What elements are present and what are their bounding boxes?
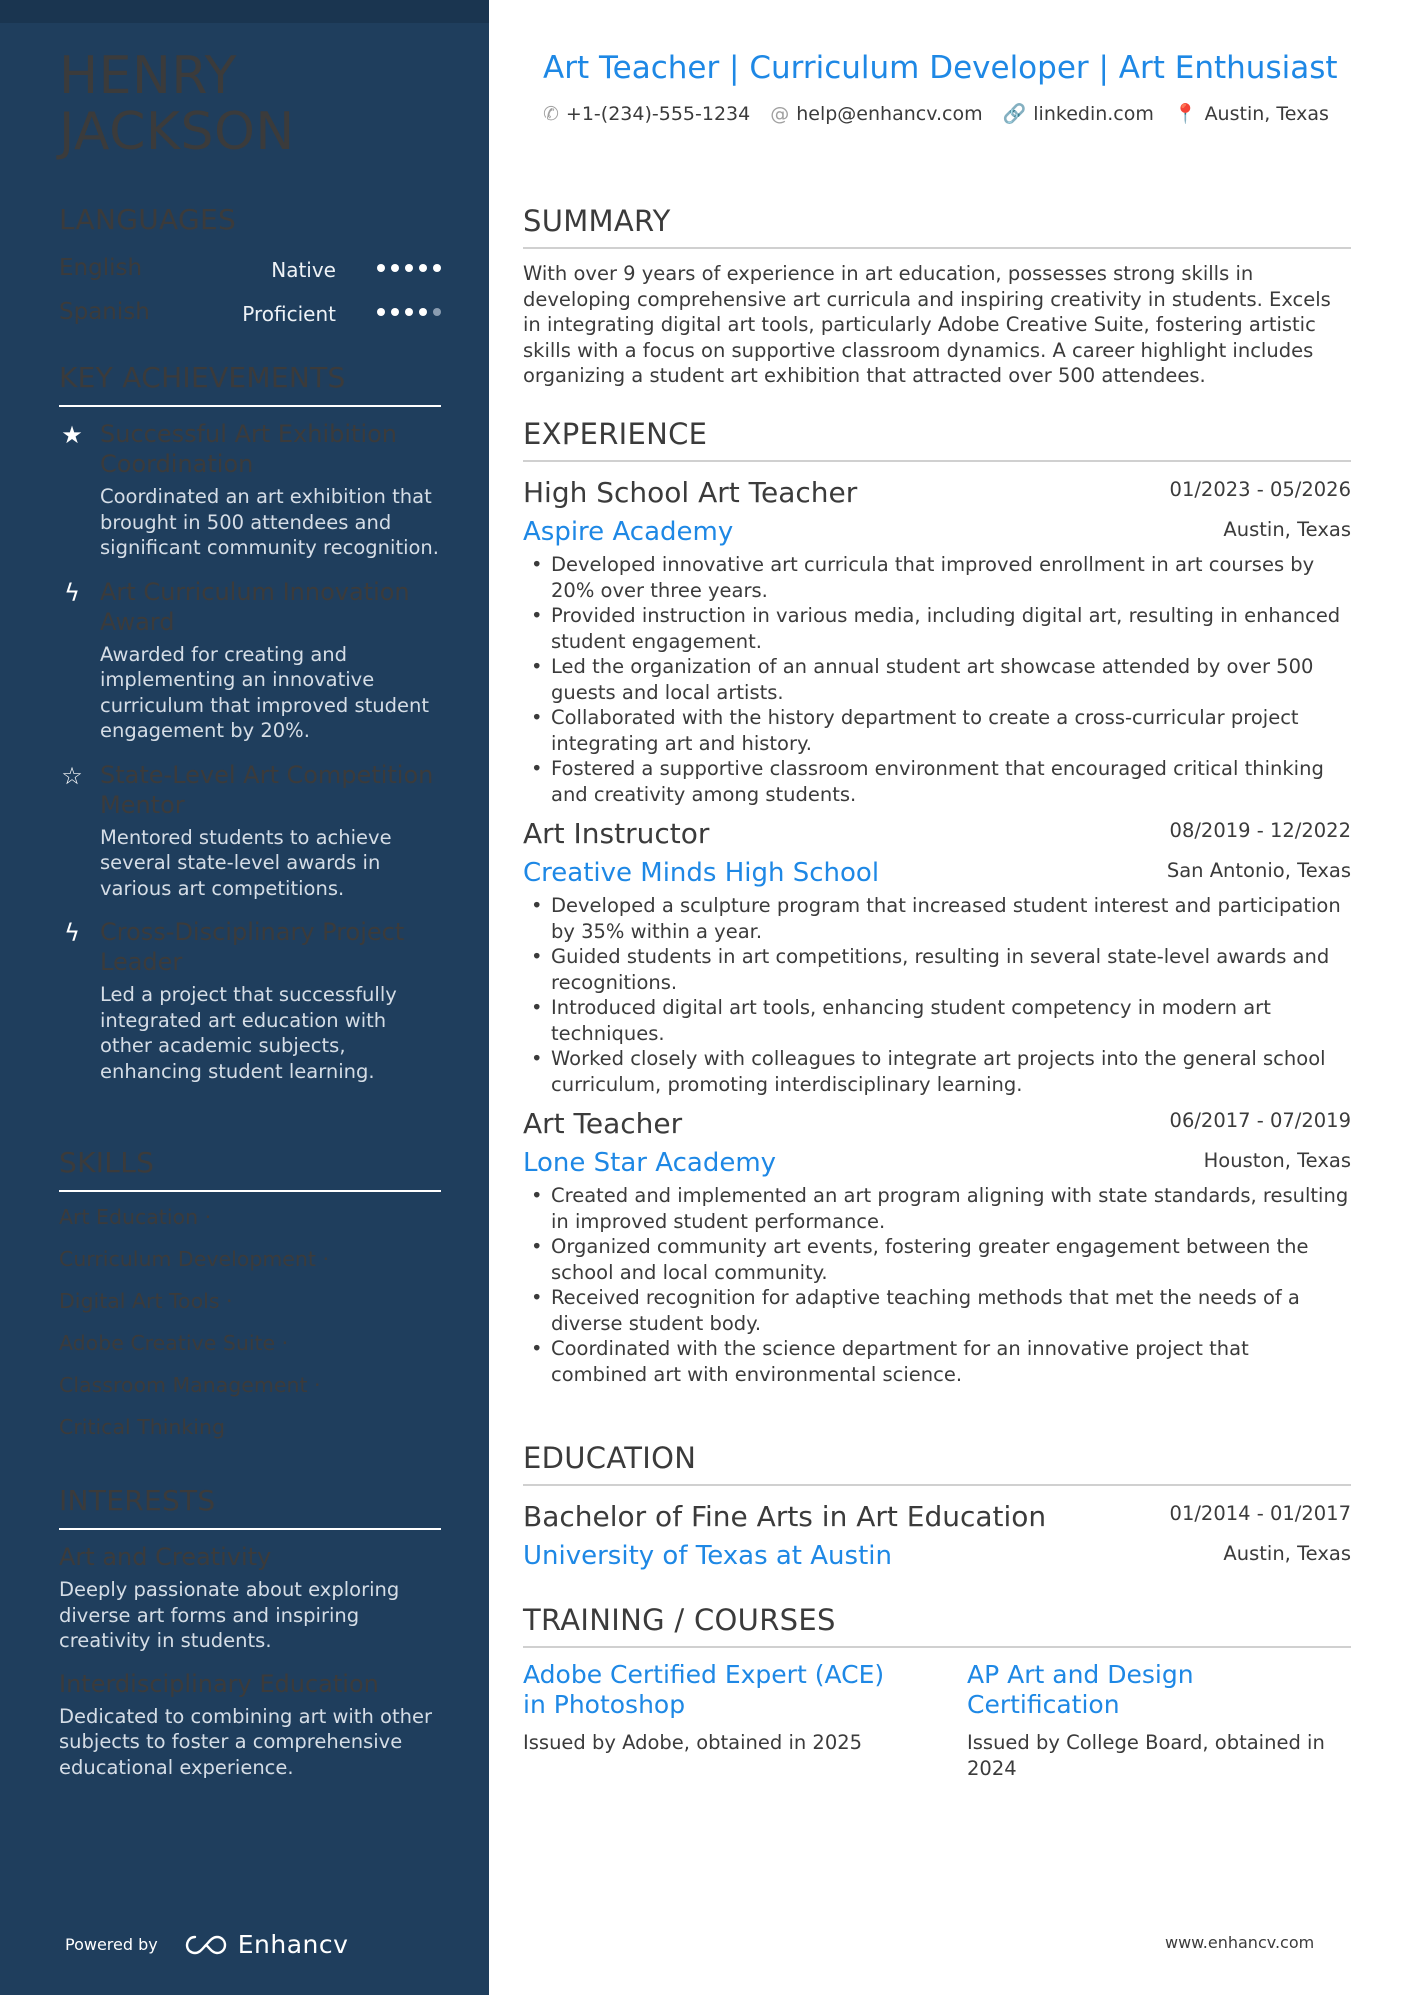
languages-title: LANGUAGES <box>59 203 237 236</box>
powered-by-label: Powered by <box>65 1935 158 1954</box>
job-company-row <box>523 857 1351 893</box>
achievements-title: KEY ACHIEVEMENTS <box>59 361 441 407</box>
headline: Art Teacher | Curriculum Developer | Art Enthusiast <box>543 50 1338 86</box>
skill-item: Critical Thinking <box>59 1415 225 1439</box>
rating-dot <box>419 264 427 272</box>
contact-text: linkedin.com <box>1033 102 1154 125</box>
contact-text: help@enhancv.com <box>796 102 983 125</box>
job-bullets <box>523 893 1351 1097</box>
rating-dot <box>391 308 399 316</box>
rating-dot <box>419 308 427 316</box>
phone-icon: ✆ <box>543 102 559 125</box>
skills-section <box>59 1146 441 1456</box>
skills-title: SKILLS <box>59 1146 441 1192</box>
sidebar-top-band <box>0 0 489 23</box>
job-location: San Antonio, Texas <box>1166 859 1351 882</box>
interest-title: Interdisciplinary Education <box>59 1669 379 1698</box>
job-entry <box>523 815 1351 1097</box>
job-bullets <box>523 552 1351 807</box>
interest-description: Deeply passionate about exploring diverse art forms and inspiring creativity in students. <box>59 1578 400 1652</box>
skill-item: Classroom Management · <box>59 1373 321 1397</box>
link-icon: 🔗 <box>1002 103 1027 125</box>
rating-dot <box>433 308 441 316</box>
achievement-title: Successful Art Exhibition Coordination <box>100 420 398 478</box>
school-name: University of Texas at Austin <box>523 1541 892 1571</box>
education-location: Austin, Texas <box>1223 1542 1351 1565</box>
footer-url[interactable]: www.enhancv.com <box>1165 1933 1315 1952</box>
training-title: TRAINING / COURSES <box>523 1602 1351 1648</box>
contact-bar <box>543 102 1329 125</box>
skill-item: Curriculum Development · <box>59 1247 329 1271</box>
achievement-item <box>59 760 441 902</box>
enhancv-brand-text: Enhancv <box>237 1930 349 1959</box>
education-mid <box>523 1540 1351 1576</box>
job-bullet: • Introduced digital art tools, enhancing student competency in modern art techniques. <box>551 995 1351 1046</box>
achievement-description: Mentored students to achieve several state-level awards in various art competitions. <box>100 825 392 900</box>
experience-section <box>523 416 1351 1395</box>
star-outline-icon: ☆ <box>61 761 83 790</box>
contact-text: Austin, Texas <box>1204 102 1329 125</box>
job-dates: 01/2023 - 05/2026 <box>1169 478 1351 501</box>
summary-section <box>523 203 1351 389</box>
achievements-section <box>59 361 441 1100</box>
achievement-description: Led a project that successfully integrated art education with other academic subjects, enhancing student learning. <box>100 983 397 1083</box>
job-location: Austin, Texas <box>1223 518 1351 541</box>
course-description: Issued by College Board, obtained in 2024 <box>967 1731 1325 1780</box>
summary-text: With over 9 years of experience in art education, possesses strong skills in developing comprehensive art curricula and inspiring creativity in students. Excels in integrating digital art tools, particularly Adobe Creative Suite, fostering artistic skills with a focus on supportive classroom dynamics. A career highlight includes organizing a student art exhibition that attracted over 500 attendees. <box>523 262 1331 387</box>
name-line-2: JACKSON <box>59 102 295 162</box>
job-entry <box>523 1105 1351 1387</box>
language-item <box>59 297 441 341</box>
interests-title: INTERESTS <box>59 1484 441 1530</box>
contact-item[interactable] <box>770 102 982 125</box>
language-rating <box>377 297 441 316</box>
achievement-description: Awarded for creating and implementing an innovative curriculum that improved student engagement by 20%. <box>100 642 430 742</box>
job-bullet: • Fostered a supportive classroom environment that encouraged critical thinking and creativity among students. <box>551 756 1351 807</box>
powered-by <box>65 1930 348 1959</box>
skill-item: Art Education · <box>59 1205 212 1229</box>
achievement-title: Art Curriculum Innovation Award <box>100 577 410 636</box>
contact-item[interactable] <box>1003 102 1154 125</box>
enhancv-logo[interactable] <box>184 1930 349 1959</box>
enhancv-logo-icon <box>184 1934 228 1956</box>
company-name: Lone Star Academy <box>523 1148 777 1178</box>
job-bullet: • Coordinated with the science department for an innovative project that combined art with environmental science. <box>551 1336 1351 1387</box>
job-bullet: • Provided instruction in various media, including digital art, resulting in enhanced student engagement. <box>551 603 1351 654</box>
rating-dot <box>433 264 441 272</box>
summary-title: SUMMARY <box>523 203 1351 249</box>
lightning-icon: ϟ <box>64 919 80 947</box>
language-item <box>59 253 441 297</box>
achievement-item <box>59 419 441 561</box>
company-name: Creative Minds High School <box>523 858 880 888</box>
job-title: Art Teacher <box>523 1107 683 1140</box>
rating-dot <box>405 308 413 316</box>
job-bullet: • Organized community art events, fostering greater engagement between the school and local community. <box>551 1234 1351 1285</box>
education-section <box>523 1440 1351 1576</box>
achievement-item <box>59 577 441 744</box>
location-pin-icon: 📍 <box>1173 103 1198 125</box>
skill-item: Adobe Creative Suite · <box>59 1331 289 1355</box>
language-name: English <box>59 255 143 281</box>
achievement-title: State-Level Art Competition Mentor <box>100 760 434 819</box>
contact-text: +1-(234)-555-1234 <box>565 102 751 125</box>
company-name: Aspire Academy <box>523 517 734 547</box>
job-bullet: • Developed innovative art curricula that improved enrollment in art courses by 20% over three years. <box>551 552 1351 603</box>
interests-list <box>59 1542 441 1780</box>
at-icon: @ <box>770 102 790 125</box>
language-level: Proficient <box>242 302 336 326</box>
job-dates: 06/2017 - 07/2019 <box>1169 1109 1351 1132</box>
language-rating <box>377 253 441 272</box>
job-dates: 08/2019 - 12/2022 <box>1169 819 1351 842</box>
job-entry <box>523 474 1351 807</box>
job-bullet: • Received recognition for adaptive teaching methods that met the needs of a diverse student body. <box>551 1285 1351 1336</box>
course-description: Issued by Adobe, obtained in 2025 <box>523 1731 863 1754</box>
rating-dot <box>405 264 413 272</box>
candidate-name <box>59 48 441 160</box>
achievement-description: Coordinated an art exhibition that brought in 500 attendees and significant community recognition. <box>100 485 439 559</box>
rating-dot <box>391 264 399 272</box>
job-header <box>523 815 1351 857</box>
training-section <box>523 1602 1351 1781</box>
interest-description: Dedicated to combining art with other subjects to foster a comprehensive educational experience. <box>59 1704 432 1779</box>
education-dates: 01/2014 - 01/2017 <box>1169 1502 1351 1525</box>
education-top <box>523 1498 1351 1540</box>
star-half-icon: ★ <box>61 421 83 449</box>
rating-dot <box>377 264 385 272</box>
language-level: Native <box>271 258 336 282</box>
job-header <box>523 474 1351 516</box>
degree: Bachelor of Fine Arts in Art Education <box>523 1500 1047 1533</box>
experience-title: EXPERIENCE <box>523 416 1351 462</box>
job-bullet: • Created and implemented an art program aligning with state standards, resulting in improved student performance. <box>551 1183 1351 1234</box>
contact-item[interactable] <box>1174 102 1329 125</box>
languages-list <box>59 253 441 341</box>
rating-dot <box>377 308 385 316</box>
skill-item: Digital Art Tools · <box>59 1289 233 1313</box>
lightning-icon: ϟ <box>64 578 80 607</box>
job-location: Houston, Texas <box>1203 1149 1351 1172</box>
job-bullet: • Led the organization of an annual student art showcase attended by over 500 guests and local artists. <box>551 654 1351 705</box>
achievement-item <box>59 917 441 1084</box>
job-company-row <box>523 1147 1351 1183</box>
course-title: Adobe Certified Expert (ACE) in Photoshop <box>523 1660 885 1719</box>
interests-section <box>59 1484 441 1795</box>
name-block <box>59 48 441 160</box>
course-list <box>523 1660 1351 1781</box>
job-bullet: • Developed a sculpture program that increased student interest and participation by 35% within a year. <box>551 893 1351 944</box>
job-title: Art Instructor <box>523 817 710 850</box>
language-name: Spanish <box>59 299 150 325</box>
achievements-list <box>59 419 441 1084</box>
contact-item[interactable] <box>543 102 750 125</box>
education-title: EDUCATION <box>523 1440 1351 1486</box>
job-bullet: • Collaborated with the history department to create a cross-curricular project integrating art and history. <box>551 705 1351 756</box>
interest-title: Art and Creativity <box>59 1543 272 1571</box>
experience-list <box>523 474 1351 1387</box>
job-title: High School Art Teacher <box>523 476 858 509</box>
job-header <box>523 1105 1351 1147</box>
course-title: AP Art and Design Certification <box>967 1660 1194 1719</box>
job-bullets <box>523 1183 1351 1387</box>
languages-section <box>59 203 441 341</box>
skills-list <box>59 1204 441 1456</box>
job-company-row <box>523 516 1351 552</box>
achievement-title: Cross-Disciplinary Project Leader <box>100 918 405 976</box>
course-item <box>967 1660 1351 1781</box>
course-item <box>523 1660 907 1781</box>
job-bullet: • Guided students in art competitions, resulting in several state-level awards and recognitions. <box>551 944 1351 995</box>
job-bullet: • Worked closely with colleagues to integrate art projects into the general school curriculum, promoting interdisciplinary learning. <box>551 1046 1351 1097</box>
name-line-1: HENRY <box>59 46 237 106</box>
